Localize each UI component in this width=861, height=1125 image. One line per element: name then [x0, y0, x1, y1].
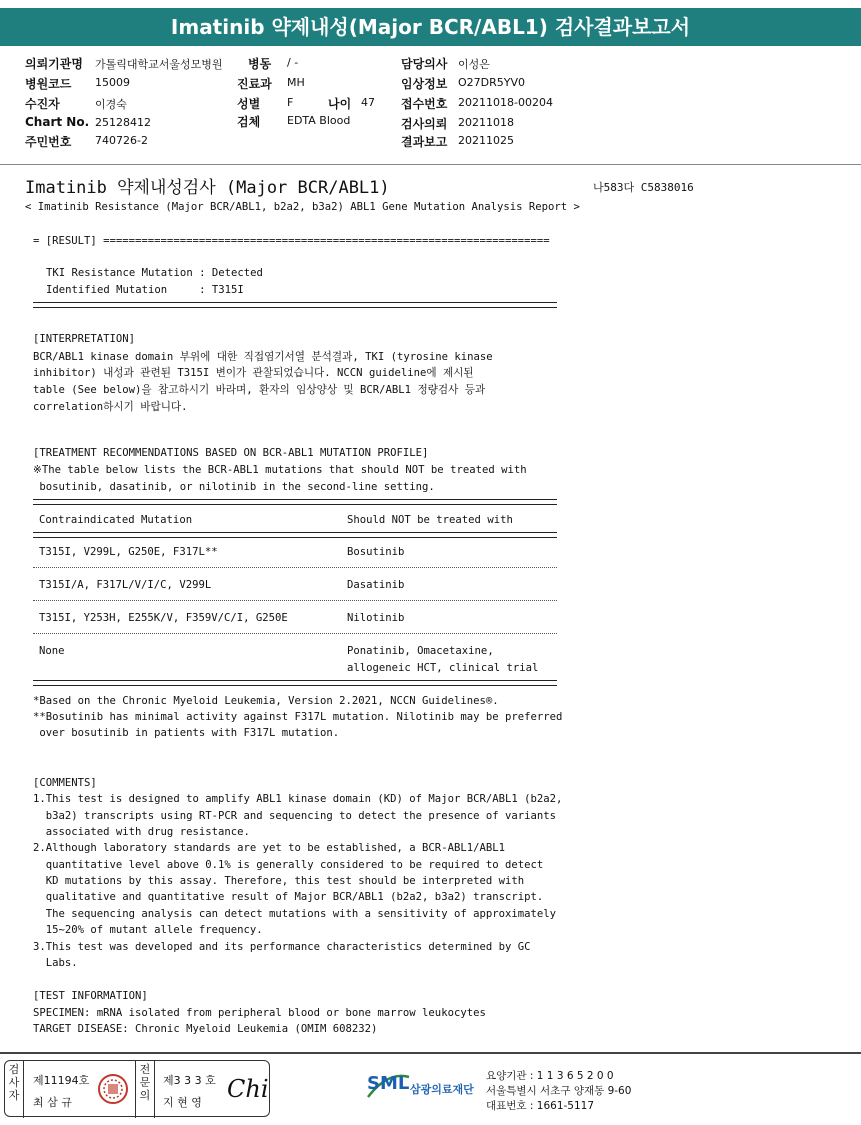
treatment-heading: [TREATMENT RECOMMENDATIONS BASED ON BCR-ABL1 MUTATION PROFILE] [33, 447, 429, 459]
interpretation-line-1: BCR/ABL1 kinase domain 부위에 대한 직접염기서열 분석결과, TKI (tyrosine kinase [33, 351, 493, 363]
code-label: 병원코드 [25, 77, 72, 91]
specialist-vert-char: 의 [139, 1089, 151, 1102]
table-row-2-mutation: T315I/A, F317L/V/I/C, V299L [39, 579, 212, 591]
age-label: 나이 [328, 97, 352, 111]
result-line-2: Identified Mutation : T315I [46, 284, 244, 296]
table-header-drug: Should NOT be treated with [347, 514, 513, 526]
patient-label: 수진자 [25, 97, 60, 111]
report-title: Imatinib 약제내성검사 (Major BCR/ABL1) [25, 178, 390, 198]
treatment-line-1: ※The table below lists the BCR-ABL1 mutations that should NOT be treated with [33, 464, 527, 476]
clinical-value: O27DR5YV0 [458, 76, 526, 89]
red-seal-icon [97, 1073, 129, 1105]
report-main-title: Imatinib 약제내성(Major BCR/ABL1) 검사결과보고서 [170, 15, 691, 39]
test-info-specimen: SPECIMEN: mRNA isolated from peripheral blood or bone marrow leukocytes [33, 1007, 486, 1019]
table-top-rule [33, 499, 557, 505]
code-value: 15009 [95, 76, 130, 89]
address: 서울특별시 서초구 양재동 9-60 [486, 1085, 632, 1097]
tester-vert-char: 사 [8, 1076, 20, 1089]
doctor-label: 담당의사 [401, 57, 448, 71]
test-info-heading: [TEST INFORMATION] [33, 990, 148, 1002]
table-row-4-drug: Ponatinib, Omacetaxine, [347, 645, 494, 657]
patient-info-header [0, 46, 861, 165]
report-body [0, 165, 861, 1045]
ward-value: / - [287, 56, 299, 69]
result-label: 결과보고 [401, 135, 448, 149]
report-code: 나583다 C5838016 [593, 181, 694, 194]
specialist-vert-char: 전 [139, 1063, 151, 1076]
result-value: 20211025 [458, 134, 514, 147]
treatment-line-2: bosutinib, dasatinib, or nilotinib in the second-line setting. [33, 481, 435, 493]
signature-box [4, 1060, 270, 1117]
footnote-3: over bosutinib in patients with F317L mutation. [33, 727, 340, 739]
logo-text: SML [367, 1073, 410, 1094]
dept-label: 진료과 [237, 77, 272, 91]
chart-value: 25128412 [95, 116, 151, 129]
table-bottom-rule [33, 680, 557, 686]
age-value: 47 [361, 96, 375, 109]
comment-line: 15~20% of mutant allele frequency. [33, 924, 263, 936]
table-row-3-drug: Nilotinib [347, 612, 405, 624]
table-header-rule [33, 532, 557, 538]
footnote-2: **Bosutinib has minimal activity against F317L mutation. Nilotinib may be preferred [33, 711, 563, 723]
table-row-1-mutation: T315I, V299L, G250E, F317L** [39, 546, 218, 558]
hospital-label: 의뢰기관명 [25, 57, 83, 71]
comment-line: associated with drug resistance. [33, 826, 250, 838]
comment-line: The sequencing analysis can detect mutations with a sensitivity of approximately [33, 908, 556, 920]
dept-value: MH [287, 76, 305, 89]
comment-line: KD mutations by this assay. Therefore, this test should be interpreted with [33, 875, 525, 887]
comments-heading: [COMMENTS] [33, 777, 97, 789]
specimen-label: 검체 [237, 115, 261, 129]
table-row-2-drug: Dasatinib [347, 579, 405, 591]
request-label: 검사의뢰 [401, 117, 448, 131]
rrn-label: 주민번호 [25, 135, 72, 149]
tester-name: 최 삼 규 [33, 1096, 72, 1109]
comment-line: 2.Although laboratory standards are yet to be established, a BCR-ABL1/ABL1 [33, 842, 505, 854]
table-row-rule [33, 600, 557, 601]
specialist-vert-char: 문 [139, 1076, 151, 1089]
interpretation-line-4: correlation하시기 바랍니다. [33, 401, 188, 413]
handwritten-signature: Chi [227, 1075, 269, 1103]
report-footer [0, 1052, 861, 1125]
tester-vertical-label [5, 1061, 24, 1118]
specialist-vertical-label [135, 1061, 155, 1118]
receipt-value: 20211018-00204 [458, 96, 553, 109]
comment-line: Labs. [33, 957, 78, 969]
result-heading: = [RESULT] ====================================================================== [33, 235, 550, 247]
result-heading-wrap [33, 235, 557, 249]
table-row-4-mutation: None [39, 645, 65, 657]
request-value: 20211018 [458, 116, 514, 129]
tester-license-no: 제11194호 [33, 1074, 90, 1087]
institution-code: 요양기관 : 1 1 3 6 5 2 0 0 [486, 1070, 614, 1082]
receipt-label: 접수번호 [401, 97, 448, 111]
report-title-bar [0, 8, 861, 46]
interpretation-heading: [INTERPRETATION] [33, 333, 136, 345]
result-line-1: TKI Resistance Mutation : Detected [46, 267, 263, 279]
interpretation-line-2: inhibitor) 내성과 관련된 T315I 변이가 관찰되었습니다. NCCN guideline에 제시된 [33, 367, 474, 379]
specialist-name: 지 현 영 [163, 1096, 202, 1109]
table-row-4-drug-line-2: allogeneic HCT, clinical trial [347, 662, 539, 674]
sex-value: F [287, 96, 294, 109]
comment-line: qualitative and quantitative result of Major BCR/ABL1 (b2a2, b3a2) transcript. [33, 891, 544, 903]
comment-line: quantitative level above 0.1% is generally considered to be required to detect [33, 859, 544, 871]
ward-label: 병동 [248, 57, 272, 71]
specimen-value: EDTA Blood [287, 114, 351, 127]
tester-vert-char: 자 [8, 1089, 20, 1102]
table-row-rule [33, 567, 557, 568]
sex-label: 성별 [237, 97, 261, 111]
comment-line: 1.This test is designed to amplify ABL1 kinase domain (KD) of Major BCR/ABL1 (b2a2, [33, 793, 563, 805]
hospital-value: 가톨릭대학교서울성모병원 [95, 58, 223, 71]
test-info-disease: TARGET DISEASE: Chronic Myeloid Leukemia (OMIM 608232) [33, 1023, 378, 1035]
footnote-1: *Based on the Chronic Myeloid Leukemia, Version 2.2021, NCCN Guidelines®. [33, 695, 499, 707]
result-divider [33, 302, 557, 308]
phone-number: 대표번호 : 1661-5117 [486, 1100, 595, 1112]
rrn-value: 740726-2 [95, 134, 148, 147]
patient-value: 이경숙 [95, 98, 127, 111]
specialist-license-no: 제3 3 3 호 [163, 1074, 216, 1087]
table-header-mutation: Contraindicated Mutation [39, 514, 193, 526]
organization-name: 삼광의료재단 [410, 1083, 474, 1096]
tester-vert-char: 검 [8, 1063, 20, 1076]
report-subtitle: < Imatinib Resistance (Major BCR/ABL1, b2a2, b3a2) ABL1 Gene Mutation Analysis Report > [25, 201, 580, 213]
chart-label: Chart No. [25, 115, 90, 129]
comment-line: b3a2) transcripts using RT-PCR and sequencing to detect the presence of variants [33, 810, 556, 822]
doctor-value: 이성은 [458, 58, 490, 71]
interpretation-line-3: table (See below)을 참고하시기 바라며, 환자의 임상양상 및 BCR/ABL1 정량검사 등과 [33, 384, 486, 396]
table-row-3-mutation: T315I, Y253H, E255K/V, F359V/C/I, G250E [39, 612, 288, 624]
clinical-label: 임상정보 [401, 77, 448, 91]
comment-line: 3.This test was developed and its performance characteristics determined by GC [33, 941, 531, 953]
table-row-rule [33, 633, 557, 634]
table-row-1-drug: Bosutinib [347, 546, 405, 558]
